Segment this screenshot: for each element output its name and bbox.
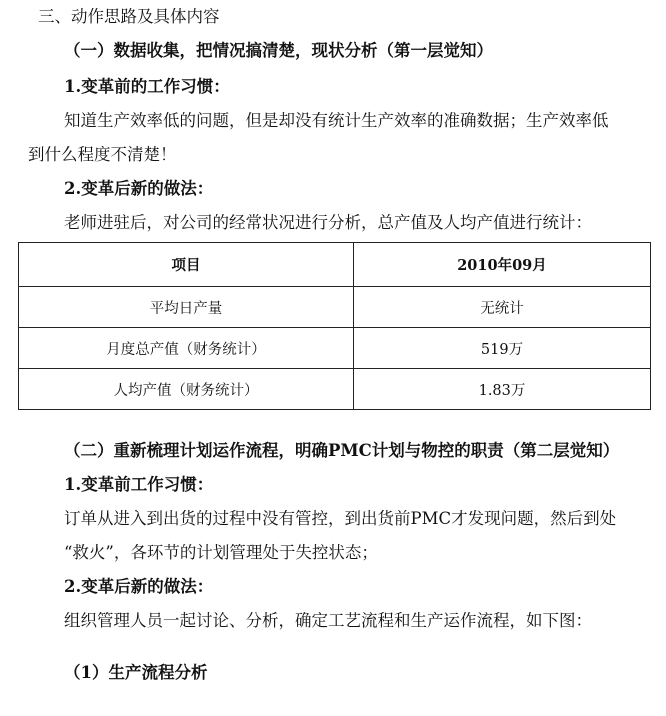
part2-before-text-line1: 订单从进入到出货的过程中没有管控，到出货前PMC才发现问题，然后到处 — [64, 509, 617, 528]
table-header-cell: 项目 — [19, 243, 354, 287]
table-header-row — [19, 243, 651, 287]
part1-before-text-line2: 到什么程度不清楚！ — [28, 145, 177, 164]
part2-before-text-line2: “救火”，各环节的计划管理处于失控状态； — [64, 543, 378, 562]
part2-before-heading: 1.变革前工作习惯： — [64, 475, 214, 494]
table-cell: 1.83万 — [354, 369, 651, 410]
part2-after-heading: 2.变革后新的做法： — [64, 577, 214, 596]
statistics-table — [18, 242, 651, 410]
table-cell: 平均日产量 — [19, 287, 354, 328]
part2-heading: （二）重新梳理计划运作流程，明确PMC计划与物控的职责（第二层觉知） — [64, 441, 620, 460]
table-row — [19, 328, 651, 369]
table-cell: 月度总产值（财务统计） — [19, 328, 354, 369]
table-row — [19, 369, 651, 410]
table-cell: 无统计 — [354, 287, 651, 328]
table-cell: 人均产值（财务统计） — [19, 369, 354, 410]
table-row — [19, 287, 651, 328]
part1-before-heading: 1.变革前的工作习惯： — [64, 77, 230, 96]
part1-heading: （一）数据收集，把情况搞清楚，现状分析（第一层觉知） — [64, 41, 493, 60]
part1-after-text: 老师进驻后，对公司的经常状况进行分析，总产值及人均产值进行统计： — [64, 213, 592, 232]
part2-sub-heading: （1）生产流程分析 — [64, 663, 208, 682]
table-header-cell: 2010年09月 — [354, 243, 651, 287]
section-heading: 三、动作思路及具体内容 — [38, 7, 220, 26]
part1-after-heading: 2.变革后新的做法： — [64, 179, 214, 198]
table-cell: 519万 — [354, 328, 651, 369]
part1-before-text-line1: 知道生产效率低的问题，但是却没有统计生产效率的准确数据；生产效率低 — [64, 111, 609, 130]
part2-after-text: 组织管理人员一起讨论、分析，确定工艺流程和生产运作流程，如下图： — [64, 611, 592, 630]
